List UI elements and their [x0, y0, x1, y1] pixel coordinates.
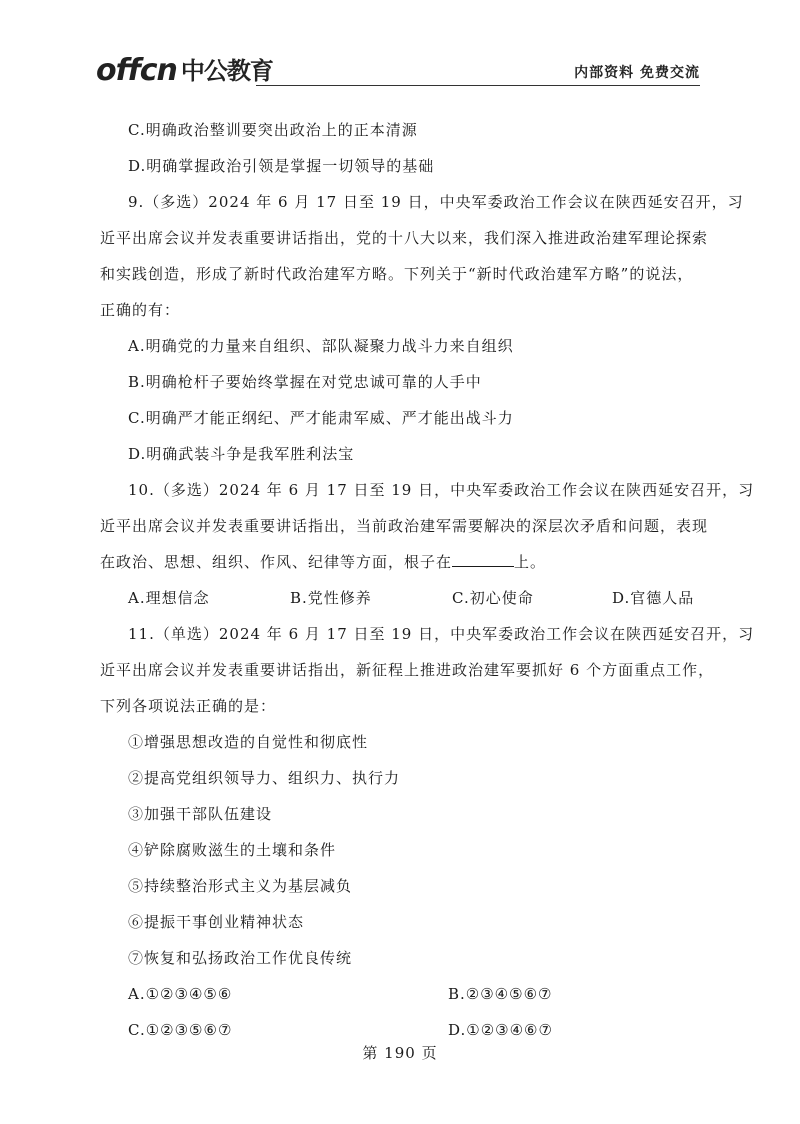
document-body: [100, 118, 755, 1054]
page-number: 第 190 页: [362, 1044, 438, 1062]
question-10-stem: 10.（多选）2024 年 6 月 17 日至 19 日，中央军委政治工作会议在陕西延安召开，习: [128, 481, 755, 499]
question-10-stem: [100, 550, 700, 586]
question-10-option-d: D.官德人品: [612, 589, 695, 607]
option-line: C.明确政治整训要突出政治上的正本清源: [128, 121, 418, 139]
question-10-stem-text: 在政治、思想、组织、作风、纪律等方面，根子在: [100, 553, 453, 571]
header-rule: [256, 85, 700, 86]
answer-blank: [452, 550, 514, 567]
question-9-stem: 和实践创造，形成了新时代政治建军方略。下列关于“新时代政治建军方略”的说法，: [100, 265, 694, 283]
question-10-option-a: A.理想信念: [128, 589, 210, 607]
question-11-stem: 下列各项说法正确的是：: [100, 697, 277, 715]
question-11-item: ⑦恢复和弘扬政治工作优良传统: [128, 949, 353, 967]
question-10-options: [128, 586, 700, 622]
header-note: 内部资料 免费交流: [574, 65, 700, 81]
option-line: D.明确掌握政治引领是掌握一切领导的基础: [128, 157, 435, 175]
question-11-stem: 近平出席会议并发表重要讲话指出，新征程上推进政治建军要抓好 6 个方面重点工作，: [100, 661, 715, 679]
question-11-item: ①增强思想改造的自觉性和彻底性: [128, 733, 369, 751]
question-11-item: ⑤持续整治形式主义为基层减负: [128, 877, 353, 895]
question-9-stem: 正确的有：: [100, 301, 181, 319]
page-header: [96, 52, 700, 86]
question-9-stem: 9.（多选）2024 年 6 月 17 日至 19 日，中央军委政治工作会议在陕西延安召开，习: [128, 193, 744, 211]
question-11-option-d: D.①②③④⑥⑦: [448, 1021, 553, 1039]
question-11-item: ⑥提振干事创业精神状态: [128, 913, 305, 931]
question-9-option-c: C.明确严才能正纲纪、严才能肃军威、严才能出战斗力: [128, 409, 514, 427]
logo-text-en: offcn: [96, 53, 177, 88]
question-11-stem: 11.（单选）2024 年 6 月 17 日至 19 日，中央军委政治工作会议在陕西延安召开，习: [128, 625, 755, 643]
question-9-option-a: A.明确党的力量来自组织、部队凝聚力战斗力来自组织: [128, 337, 514, 355]
question-11-item: ②提高党组织领导力、组织力、执行力: [128, 769, 401, 787]
question-10-stem-tail: 上。: [514, 553, 547, 571]
question-10-option-c: C.初心使命: [452, 589, 534, 607]
question-11-options-row1: [128, 982, 700, 1018]
question-11-option-a: A.①②③④⑤⑥: [128, 985, 233, 1003]
question-10-stem: 近平出席会议并发表重要讲话指出，当前政治建军需要解决的深层次矛盾和问题，表现: [100, 517, 709, 535]
question-11-item: ③加强干部队伍建设: [128, 805, 273, 823]
offcn-logo: [96, 52, 273, 86]
question-9-option-d: D.明确武装斗争是我军胜利法宝: [128, 445, 355, 463]
logo-text-cn: 中公教育: [180, 57, 273, 85]
question-10-option-b: B.党性修养: [290, 589, 372, 607]
question-9-option-b: B.明确枪杆子要始终掌握在对党忠诚可靠的人手中: [128, 373, 482, 391]
question-11-item: ④铲除腐败滋生的土壤和条件: [128, 841, 337, 859]
question-9-stem: 近平出席会议并发表重要讲话指出，党的十八大以来，我们深入推进政治建军理论探索: [100, 229, 709, 247]
question-11-option-b: B.②③④⑤⑥⑦: [448, 985, 553, 1003]
question-11-option-c: C.①②③⑤⑥⑦: [128, 1021, 233, 1039]
